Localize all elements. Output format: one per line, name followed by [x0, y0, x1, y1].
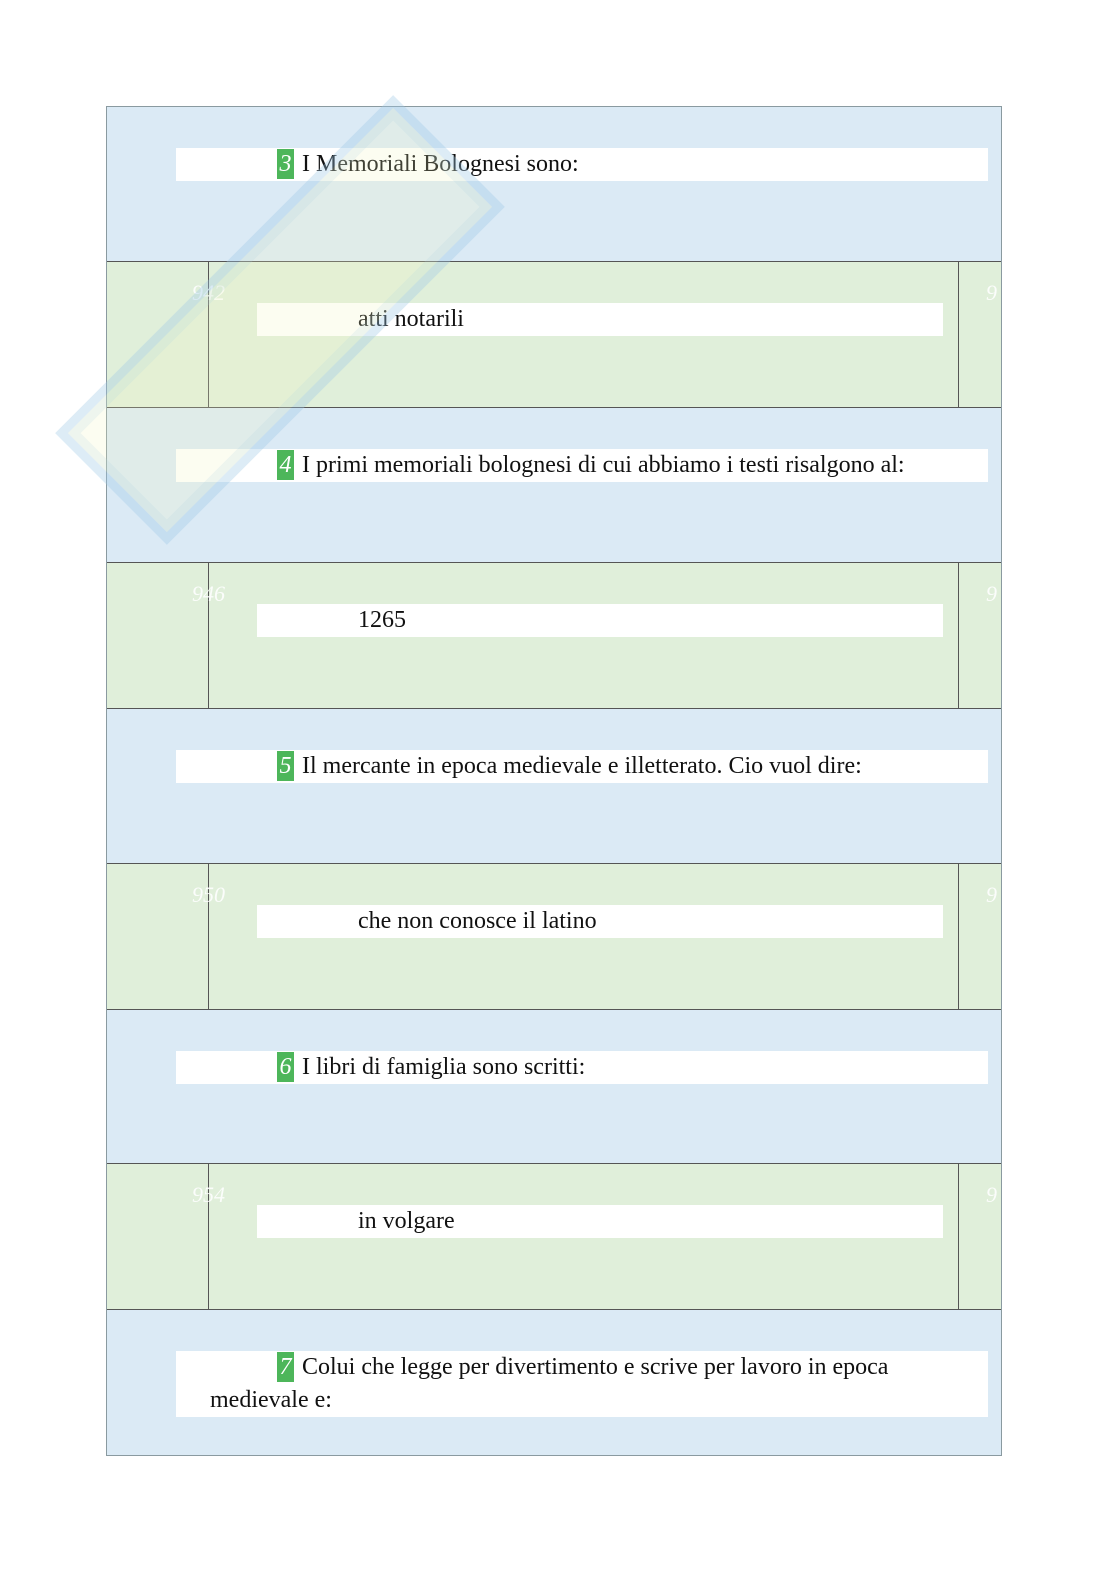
question-number-badge: 7 — [277, 1352, 294, 1382]
answer-text: 1265 — [358, 607, 406, 633]
page-number-left: 946 — [192, 581, 225, 606]
question-text: Il mercante in epoca medievale e illetterato. Cio vuol dire: — [302, 753, 862, 779]
answer-text: in volgare — [358, 1208, 455, 1234]
page-number-right: 9 — [986, 280, 997, 305]
question-number-badge: 3 — [277, 149, 294, 179]
page-number-right: 9 — [986, 581, 997, 606]
page-number-left: 954 — [192, 1182, 225, 1207]
question-text: I libri di famiglia sono scritti: — [302, 1054, 586, 1080]
question-text: I primi memoriali bolognesi di cui abbiamo i testi risalgono al: — [302, 452, 905, 478]
page-number-right: 9 — [986, 882, 997, 907]
question-text: Colui che legge per divertimento e scrive per lavoro in epoca — [302, 1354, 889, 1380]
question-text: I Memoriali Bolognesi sono: — [302, 151, 579, 177]
page-number-left: 942 — [192, 280, 225, 305]
question-text-continued: medievale e: — [210, 1387, 332, 1413]
page-number-left: 950 — [192, 882, 225, 907]
document-frame — [106, 106, 1002, 1456]
answer-text: che non conosce il latino — [358, 908, 597, 934]
question-number-badge: 6 — [277, 1052, 294, 1082]
page-number-right: 9 — [986, 1182, 997, 1207]
question-number-badge: 4 — [277, 450, 294, 480]
question-number-badge: 5 — [277, 751, 294, 781]
answer-text: atti notarili — [358, 306, 464, 332]
